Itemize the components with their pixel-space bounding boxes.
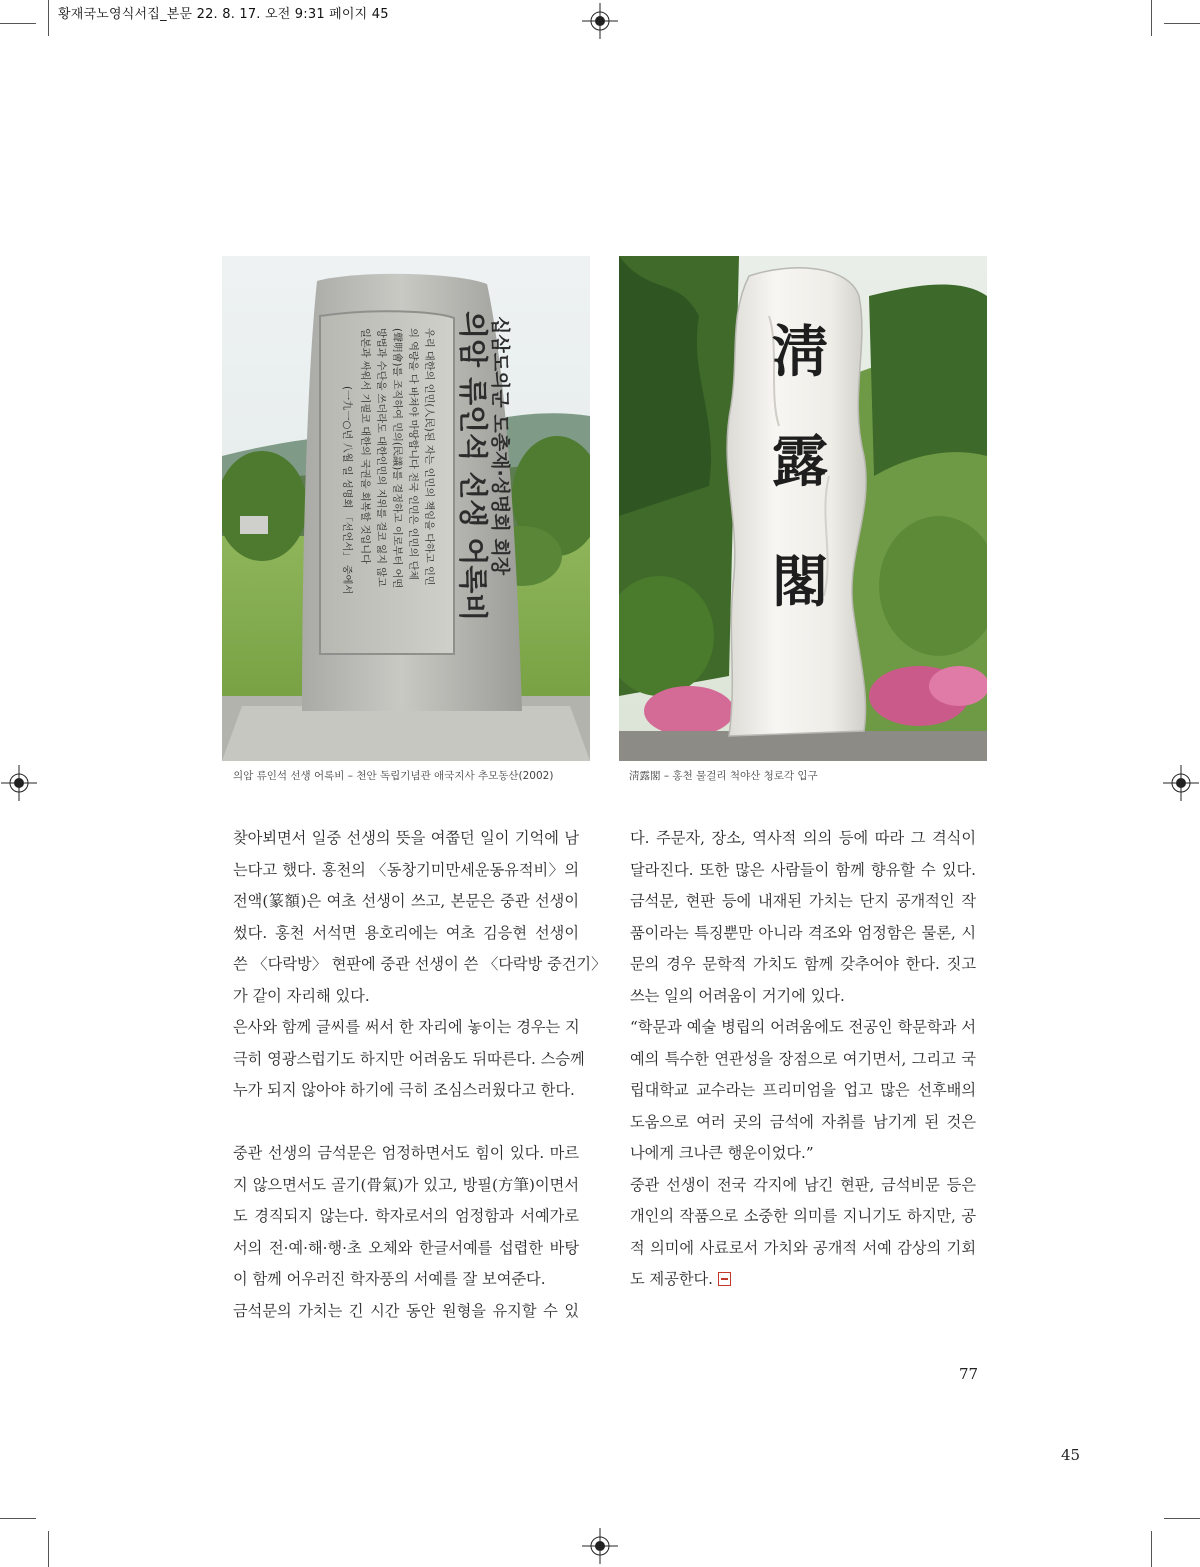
text-line: 도움으로 여러 곳의 금석에 자취를 남기게 된 것은 bbox=[630, 1112, 976, 1131]
registration-mark-icon bbox=[1, 765, 37, 801]
crop-mark bbox=[0, 1518, 36, 1519]
print-page-number: 45 bbox=[1061, 1446, 1081, 1464]
text-line: 이 함께 어우러진 학자풍의 서예를 잘 보여준다. bbox=[233, 1270, 546, 1288]
text-line: 는다고 했다. 홍천의 〈동창기미만세운동유적비〉의 bbox=[233, 860, 579, 879]
text-line: 지 않으면서도 골기(骨氣)가 있고, 방필(方筆)이면서 bbox=[233, 1175, 579, 1194]
text-line: 달라진다. 또한 많은 사람들이 함께 향유할 수 있다. bbox=[630, 860, 976, 879]
paragraph bbox=[630, 1170, 976, 1296]
print-slug: 황재국노영식서집_본문 22. 8. 17. 오전 9:31 페이지 45 bbox=[58, 7, 389, 22]
text-line: 가 같이 자리해 있다. bbox=[233, 986, 370, 1005]
text-line: 썼다. 홍천 서석면 용호리에는 여초 김응현 선생이 bbox=[233, 923, 579, 942]
monument-subtitle: 십삼도의군 도총재·성명회 회장 bbox=[489, 316, 511, 576]
text-line: 금석문, 현판 등에 내재된 가치는 단지 공개적인 작 bbox=[630, 892, 976, 910]
text-line: 나에게 크나큰 행운이었다.” bbox=[630, 1144, 814, 1162]
text-line: 은사와 함께 글씨를 써서 한 자리에 놓이는 경우는 지 bbox=[233, 1018, 580, 1036]
monument-title: 의암 류인석 선생 어록비 bbox=[456, 311, 490, 622]
monument-body-line: (一九一○년 八월 일 성명회 「선언서」 중에서 bbox=[341, 386, 352, 595]
text-line: 서의 전·예·해·행·초 오체와 한글서예를 섭렵한 바탕 bbox=[233, 1238, 579, 1257]
end-mark-stamp-icon bbox=[718, 1272, 731, 1286]
crop-mark bbox=[0, 23, 36, 24]
paragraph bbox=[233, 1138, 579, 1296]
text-line: 중관 선생이 전국 각지에 남긴 현판, 금석비문 등은 bbox=[630, 1175, 976, 1194]
crop-mark bbox=[48, 1531, 49, 1567]
text-line: 개인의 작품으로 소중한 의미를 지니기도 하지만, 공 bbox=[630, 1207, 976, 1225]
cheongnogak-photo-caption: 淸露閣 – 홍천 물걸리 척야산 청로각 입구 bbox=[629, 770, 818, 782]
registration-mark-icon bbox=[582, 3, 618, 39]
text-line: 금석문의 가치는 긴 시간 동안 원형을 유지할 수 있 bbox=[233, 1301, 579, 1320]
crop-mark bbox=[1164, 23, 1200, 24]
stone-character: 淸 bbox=[772, 319, 828, 385]
monument-body-line: 일본과 싸워서 기필코 대한의 국권을 회복할 것입니다 bbox=[359, 328, 370, 564]
text-line: 찾아뵈면서 일중 선생의 뜻을 여쭙던 일이 기억에 남 bbox=[233, 829, 579, 847]
crop-mark bbox=[1151, 1531, 1152, 1567]
registration-mark-icon bbox=[582, 1528, 618, 1564]
crop-mark bbox=[48, 0, 49, 36]
text-line: 쓴 〈다락방〉 현판에 중관 선생이 쓴 〈다락방 중건기〉 bbox=[233, 955, 607, 973]
text-line: 극히 영광스럽기도 하지만 어려움도 뒤따른다. 스승께 bbox=[233, 1049, 585, 1068]
monument-photo bbox=[222, 256, 590, 761]
text-line: “학문과 예술 병립의 어려움에도 전공인 학문학과 서 bbox=[630, 1018, 976, 1036]
text-line: 예의 특수한 연관성을 장점으로 여기면서, 그리고 국 bbox=[630, 1049, 976, 1068]
body-column-right bbox=[630, 823, 976, 1296]
text-line: 전액(篆額)은 여초 선생이 쓰고, 본문은 중관 선생이 bbox=[233, 892, 579, 910]
text-line: 다. 주문자, 장소, 역사적 의의 등에 따라 그 격식이 bbox=[630, 829, 976, 847]
crop-mark bbox=[1164, 1518, 1200, 1519]
paragraph bbox=[233, 1012, 585, 1107]
text-line bbox=[630, 1264, 976, 1296]
text-line: 문의 경우 문학적 가치도 함께 갖추어야 한다. 짓고 bbox=[630, 955, 976, 973]
text-line: 중관 선생의 금석문은 엄정하면서도 힘이 있다. 마르 bbox=[233, 1144, 579, 1162]
monument-body-line: 우리 대한의 인민(人民)된 자는 인민의 책임을 다하고 인민 bbox=[423, 328, 434, 586]
paragraph bbox=[233, 823, 607, 1012]
text-line: 립대학교 교수라는 프리미엄을 업고 많은 선후배의 bbox=[630, 1081, 976, 1099]
text-line: 쓰는 일의 어려움이 거기에 있다. bbox=[630, 986, 845, 1005]
text-line-final: 도 제공한다. bbox=[630, 1270, 714, 1288]
monument-body-line: 의 역량을 다 바쳐야 마땅합니다 전국 인민은 인민의 단체 bbox=[407, 328, 418, 581]
text-line: 적 의미에 사료로서 가치와 공개적 서예 감상의 기회 bbox=[630, 1238, 976, 1257]
stone-character: 露 bbox=[772, 429, 828, 495]
paragraph bbox=[233, 1296, 579, 1328]
crop-mark bbox=[1151, 0, 1152, 36]
paragraph bbox=[630, 1012, 976, 1170]
text-line: 품이라는 특징뿐만 아니라 격조와 엄정함은 물론, 시 bbox=[630, 923, 976, 942]
cheongnogak-stone-photo bbox=[619, 256, 987, 761]
text-line: 도 경직되지 않는다. 학자로서의 엄정함과 서예가로 bbox=[233, 1207, 579, 1225]
stone-character: 閣 bbox=[772, 549, 828, 615]
registration-mark-icon bbox=[1163, 765, 1199, 801]
paragraph bbox=[630, 823, 976, 1012]
monument-body-line: (聲明會)를 조직하여 민의(民議)를 결정하고 이로부터 어떤 bbox=[391, 328, 402, 589]
book-page-number: 77 bbox=[959, 1365, 979, 1383]
monument-photo-caption: 의암 류인석 선생 어록비 – 천안 독립기념관 애국지사 추모동산(2002) bbox=[233, 770, 554, 782]
text-line: 누가 되지 않아야 하기에 극히 조심스러웠다고 한다. bbox=[233, 1081, 575, 1099]
monument-body-line: 방법과 수단을 쓰더라도 대한인민의 지위를 결코 잃지 않고 bbox=[375, 328, 386, 587]
body-column-left bbox=[233, 823, 607, 1327]
